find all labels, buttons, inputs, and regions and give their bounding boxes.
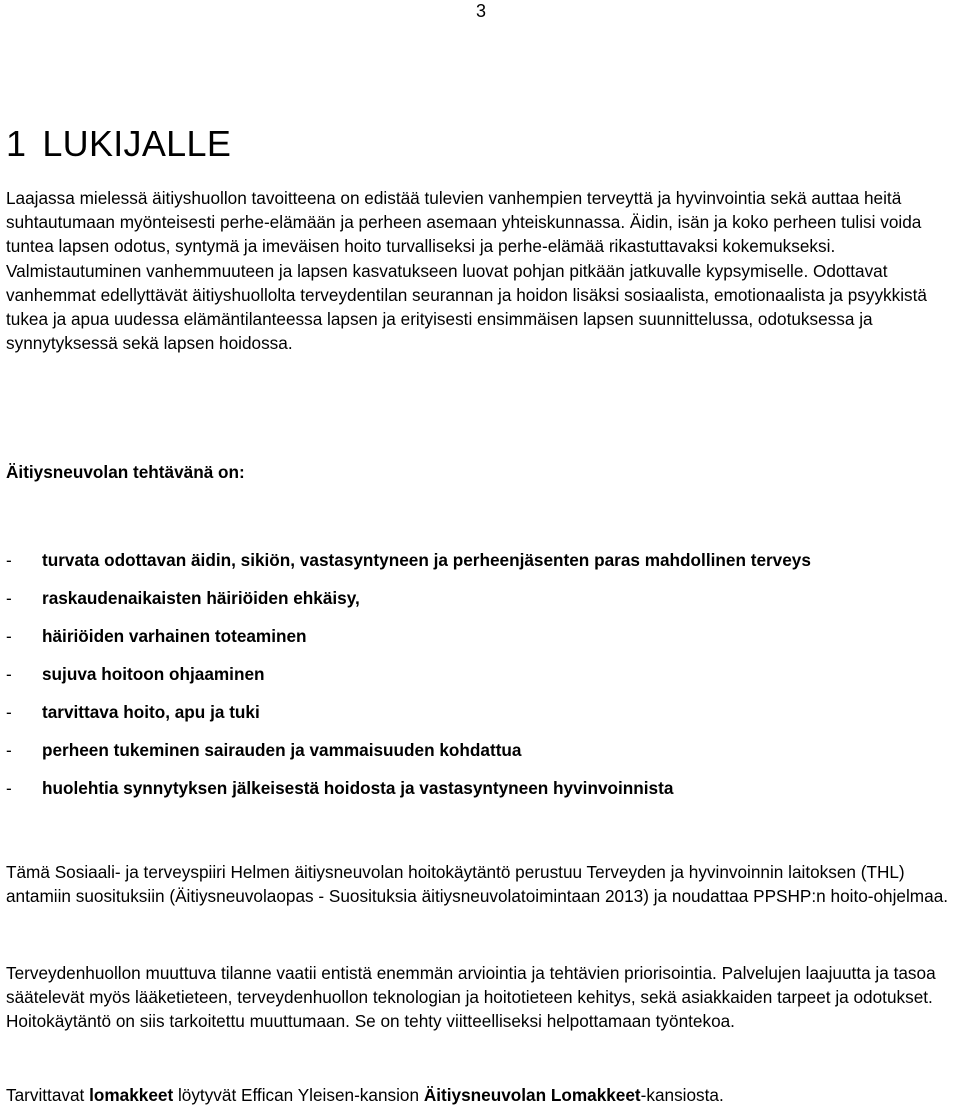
list-item [6,732,954,769]
list-item [6,770,954,807]
list-dash: - [6,702,12,722]
forms-text-2: löytyvät Effican Yleisen-kansion [173,1085,424,1105]
list-dash: - [6,664,12,684]
list-dash: - [6,778,12,798]
forms-paragraph [6,1083,956,1107]
chapter-title: LUKIJALLE [42,123,232,164]
list-item [6,618,954,655]
list-dash: - [6,550,12,570]
chapter-number: 1 [6,123,27,164]
forms-bold-folder: Äitiysneuvolan Lomakkeet [423,1085,641,1105]
forms-text-3: -kansiosta. [640,1085,724,1105]
tasks-heading: Äitiysneuvolan tehtävänä on: [6,462,245,482]
list-item-text: tarvittava hoito, apu ja tuki [42,702,260,722]
forms-text-1: Tarvittavat [6,1085,90,1105]
list-item-text: häiriöiden varhainen toteaminen [42,626,307,646]
list-item-text: sujuva hoitoon ohjaaminen [42,664,265,684]
list-item [6,580,954,617]
list-item [6,694,954,731]
task-list [6,542,954,808]
list-item-text: huolehtia synnytyksen jälkeisestä hoidosta ja vastasyntyneen hyvinvoinnista [42,778,674,798]
change-paragraph: Terveydenhuollon muuttuva tilanne vaatii entistä enemmän arviointia ja tehtävien priorisointia. Palvelujen laajuutta ja tasoa säätelevät myös lääketieteen, terveydenhuollon teknologian ja hoitotieteen kehitys, sekä asiakkaiden tarpeet ja odotukset. Hoitokäytäntö on siis tarkoitettu muuttumaan. Se on tehty viitteelliseksi helpottamaan työntekoa. [6,963,936,1032]
page-number: 3 [476,1,487,21]
intro-paragraph: Laajassa mielessä äitiyshuollon tavoitteena on edistää tulevien vanhempien terveyttä ja hyvinvointia sekä auttaa heitä suhtautumaan myönteisesti perhe-elämään ja perheen asemaan yhteiskunnassa. Äidin, isän ja koko perheen tulisi voida tuntea lapsen odotus, syntymä ja imeväisen hoito turvalliseksi ja perhe-elämää rikastuttavaksi kokemukseksi. Valmistautuminen vanhemmuuteen ja lapsen kasvatukseen luovat pohjan pitkään jatkuvalle kypsymiselle. Odottavat vanhemmat edellyttävät äitiyshuollolta terveydentilan seurannan ja hoidon lisäksi sosiaalista, emotionaalista ja psyykkistä tukea ja apua uudessa elämäntilanteessa lapsen ja erityisesti ensimmäisen lapsen suunnittelussa, odotuksessa ja synnytyksessä sekä lapsen hoidossa. [6,188,927,354]
list-item-text: turvata odottavan äidin, sikiön, vastasyntyneen ja perheenjäsenten paras mahdollinen terveys [42,550,811,570]
forms-bold-forms: lomakkeet [89,1085,174,1105]
chapter-heading [6,122,231,166]
list-dash: - [6,588,12,608]
list-item [6,542,954,579]
list-item-text: raskaudenaikaisten häiriöiden ehkäisy, [42,588,360,608]
list-item-text: perheen tukeminen sairauden ja vammaisuuden kohdattua [42,740,522,760]
list-dash: - [6,626,12,646]
practice-paragraph: Tämä Sosiaali- ja terveyspiiri Helmen äitiysneuvolan hoitokäytäntö perustuu Terveyden ja hyvinvoinnin laitoksen (THL) antamiin suosituksiin (Äitiysneuvolaopas - Suosituksia äitiysneuvolatoimintaan 2013) ja noudattaa PPSHP:n hoito-ohjelmaa. [6,862,949,907]
list-item [6,656,954,693]
list-dash: - [6,740,12,760]
